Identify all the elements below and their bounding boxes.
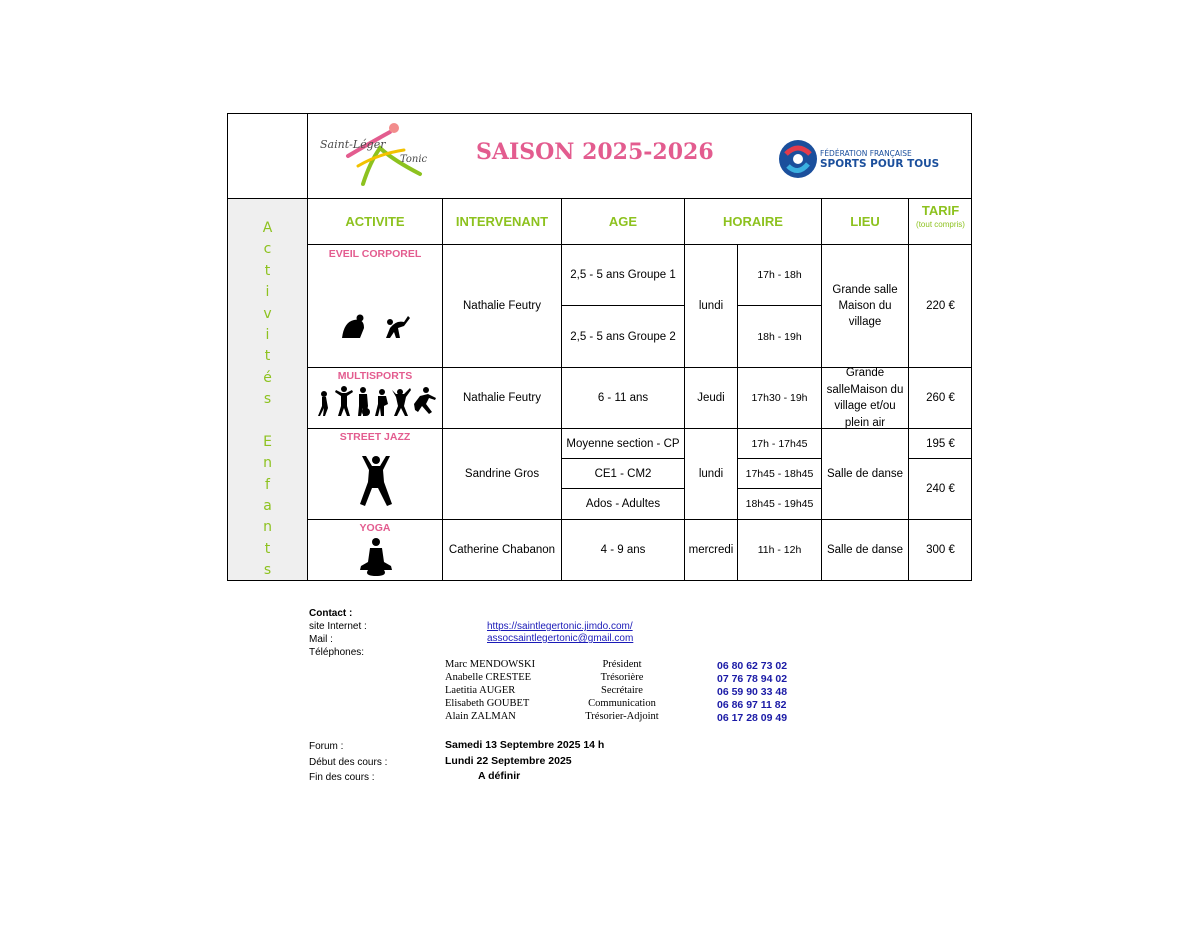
debut-value: Lundi 22 Septembre 2025 <box>445 755 572 767</box>
person-role: Communication <box>588 698 656 709</box>
federation-logo-graphic <box>776 136 951 182</box>
sidebar-letter: c <box>263 241 272 258</box>
person-role: Trésorière <box>600 672 644 683</box>
yoga-age: 4 - 9 ans <box>600 544 646 556</box>
streetjazz-age-2: CE1 - CM2 <box>594 467 652 480</box>
streetjazz-horaire-1: 17h - 17h45 <box>751 437 808 450</box>
club-logo-graphic <box>308 114 446 198</box>
site-label: site Internet : <box>309 621 367 632</box>
fin-value: A définir <box>478 770 521 782</box>
streetjazz-lieu: Salle de danse <box>826 468 904 480</box>
person-phone: 06 86 97 11 82 <box>717 699 787 711</box>
person-name: Elisabeth GOUBET <box>445 698 530 709</box>
eveil-age-1: 2,5 - 5 ans Groupe 1 <box>570 269 676 281</box>
eveil-horaire-1: 17h - 18h <box>757 269 802 281</box>
activity-name-eveil: EVEIL CORPOREL <box>328 248 422 260</box>
col-header-age: AGE <box>608 214 638 229</box>
sidebar-letter: é <box>263 369 272 386</box>
club-logo <box>308 114 446 198</box>
eveil-tarif: 220 € <box>926 300 955 312</box>
yoga-meditation-icon <box>358 536 394 578</box>
grid-line <box>307 113 308 581</box>
streetjazz-age-1: Moyenne section - CP <box>566 437 680 450</box>
person-phone: 06 59 90 33 48 <box>717 686 788 698</box>
sidebar-letter: v <box>263 305 272 322</box>
yoga-intervenant: Catherine Chabanon <box>448 544 556 556</box>
col-header-intervenant: INTERVENANT <box>455 214 549 229</box>
multisports-intervenant: Nathalie Feutry <box>463 392 541 404</box>
person-phone: 06 17 28 09 49 <box>717 712 788 724</box>
multisports-lieu: Grande salleMaison du village et/ou plein air <box>826 367 904 429</box>
multisports-silhouettes-icon <box>316 384 438 418</box>
person-role: Secrétaire <box>601 685 643 696</box>
multisports-horaire: 17h30 - 19h <box>751 392 808 404</box>
sidebar-letter: t <box>264 262 271 279</box>
eveil-horaire-2: 18h - 19h <box>757 330 802 343</box>
sidebar-letter: E <box>263 433 272 450</box>
activity-name-streetjazz: STREET JAZZ <box>339 431 411 443</box>
person-name: Alain ZALMAN <box>445 711 516 722</box>
multisports-jour: Jeudi <box>697 392 725 404</box>
person-phone: 07 76 78 94 02 <box>717 673 788 685</box>
mail-label: Mail : <box>309 634 333 645</box>
streetjazz-dancer-icon <box>356 452 396 510</box>
yoga-horaire: 11h - 12h <box>757 544 802 556</box>
sidebar-letter <box>228 411 307 432</box>
sidebar-label <box>228 218 307 582</box>
person-phone: 06 80 62 73 02 <box>717 660 788 672</box>
mail-link[interactable]: assocsaintlegertonic@gmail.com <box>487 633 634 644</box>
activity-name-yoga: YOGA <box>359 522 391 534</box>
sidebar-letter: n <box>263 519 272 536</box>
yoga-lieu: Salle de danse <box>826 544 904 556</box>
eveil-silhouette-icon <box>338 312 413 342</box>
forum-value: Samedi 13 Septembre 2025 14 h <box>445 739 605 751</box>
streetjazz-horaire-2: 17h45 - 18h45 <box>745 467 814 480</box>
forum-label: Forum : <box>309 741 344 752</box>
tarif-label: TARIF <box>921 203 960 218</box>
sidebar-letter: A <box>262 220 273 236</box>
club-logo-text-top: Saint-Léger <box>320 138 386 151</box>
streetjazz-intervenant: Sandrine Gros <box>464 468 540 480</box>
sidebar-letter: s <box>263 391 272 408</box>
sidebar-letter: t <box>264 540 271 557</box>
eveil-jour: lundi <box>698 300 724 312</box>
site-link[interactable]: https://saintlegertonic.jimdo.com/ <box>487 621 633 632</box>
eveil-intervenant: Nathalie Feutry <box>463 300 541 312</box>
sidebar-letter: i <box>265 284 270 301</box>
federation-line1: FÉDÉRATION FRANÇAISE <box>820 149 912 158</box>
yoga-jour: mercredi <box>688 544 734 556</box>
sidebar-letter: s <box>263 562 272 579</box>
streetjazz-horaire-3: 18h45 - 19h45 <box>745 498 814 510</box>
eveil-lieu: Grande salle Maison du village <box>832 284 898 328</box>
col-header-horaire: HORAIRE <box>723 214 783 229</box>
season-title: SAISON 2025-2026 <box>476 139 714 165</box>
streetjazz-age-3: Ados - Adultes <box>585 498 661 510</box>
person-name: Anabelle CRESTEE <box>445 672 532 683</box>
sidebar-letter: a <box>263 498 272 515</box>
debut-label: Début des cours : <box>309 757 388 768</box>
sidebar-letter: i <box>265 326 270 343</box>
yoga-tarif: 300 € <box>926 544 955 556</box>
streetjazz-tarif-1: 195 € <box>926 437 955 450</box>
streetjazz-tarif-2: 240 € <box>926 483 955 495</box>
eveil-age-2: 2,5 - 5 ans Groupe 2 <box>570 330 676 343</box>
federation-logo <box>776 136 951 182</box>
col-header-activite: ACTIVITE <box>345 214 405 229</box>
phones-label: Téléphones: <box>309 647 365 658</box>
tarif-note: (tout compris) <box>916 220 965 229</box>
club-logo-text-bottom: Tonic <box>400 154 428 165</box>
federation-line2: SPORTS POUR TOUS <box>820 158 940 170</box>
col-header-lieu: LIEU <box>850 214 880 229</box>
col-header-tarif <box>909 203 972 243</box>
sidebar-letter: t <box>264 348 271 365</box>
streetjazz-jour: lundi <box>698 468 724 480</box>
person-name: Laetitia AUGER <box>445 685 516 696</box>
contact-heading: Contact : <box>309 608 353 619</box>
sidebar-letter: n <box>263 455 272 472</box>
multisports-tarif: 260 € <box>926 392 955 404</box>
fin-label: Fin des cours : <box>309 772 375 783</box>
person-role: Trésorier-Adjoint <box>585 711 659 722</box>
sidebar-letter: f <box>265 476 270 493</box>
multisports-age: 6 - 11 ans <box>597 392 649 404</box>
activity-name-multisports: MULTISPORTS <box>337 370 413 382</box>
person-name: Marc MENDOWSKI <box>445 659 536 670</box>
person-role: Président <box>602 659 642 670</box>
